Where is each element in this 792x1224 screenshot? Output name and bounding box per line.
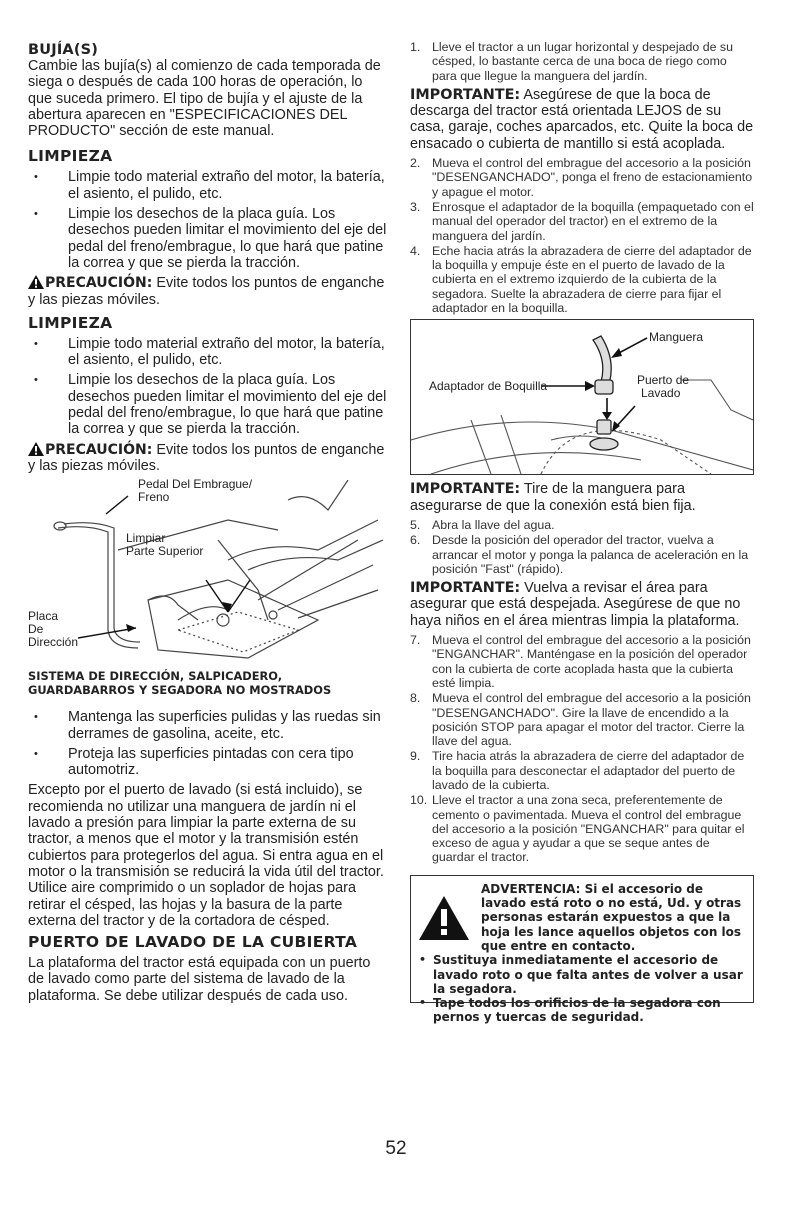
caution-label: PRECAUCIÓN: (45, 441, 153, 458)
important-text: Tire de la manguera para asegurarse de que la conexión está bien fija. (410, 481, 696, 514)
limpieza-list-2 (28, 336, 388, 438)
important-note-2 (410, 481, 754, 514)
list-item (410, 244, 754, 315)
label-limpiar: Limpiar (126, 531, 166, 546)
warning-list (417, 953, 747, 1024)
label-puerto: Puerto de (637, 373, 690, 388)
limpieza-heading-1: LIMPIEZA (28, 147, 113, 166)
list-item: • Limpie todo material extraño del motor, la batería, el asiento, el pulido, etc. (28, 336, 388, 369)
list-item (410, 40, 754, 83)
important-text: Vuelva a revisar el área para asegurar que está despejada. Asegúrese de que no haya niños en el área mientras limpia la plataforma. (410, 580, 741, 629)
caution-note-2 (28, 442, 388, 475)
list-item: • Tape todos los orificios de la segadora con pernos y tuercas de seguridad. (417, 996, 747, 1025)
step-text: Abra la llave del agua. (432, 517, 555, 532)
step-text: Mueva el control del embrague del accesorio a la posición "ENGANCHAR". Manténgase en la posición del operador con la cubierta de corte acoplada hasta que la cubierta esté limpia. (432, 633, 751, 690)
list-item (410, 200, 754, 243)
caution-label: PRECAUCIÓN: (45, 275, 153, 292)
list-item (410, 518, 754, 532)
limpieza-list-1 (28, 169, 388, 271)
caption-line: SISTEMA DE DIRECCIÓN, SALPICADERO, (28, 669, 283, 684)
wash-port-figure (410, 319, 754, 475)
steps-7-10 (410, 633, 754, 865)
list-item (410, 156, 754, 199)
steps-2-4 (410, 156, 754, 315)
step-text: Lleve el tractor a un lugar horizontal y despejado de su césped, lo bastante cerca de una boca de riego como para que llegue la manguera del jardín. (432, 40, 734, 83)
list-item: • Limpie los desechos de la placa guía. Los desechos pueden limitar el movimiento del eje del pedal del freno/embrague, lo que hará que patine la correa y que se pierda la tracción. (28, 372, 388, 437)
page-number: 52 (385, 1138, 407, 1159)
steering-plate-figure (28, 477, 386, 664)
label-direccion: Dirección (28, 635, 79, 650)
important-text: Asegúrese de que la boca de descarga del tractor está orientada LEJOS de su casa, garaje, coches aparcados, etc. Quite la boca de ensacado o cubierta de mantillo si está acoplada. (410, 86, 754, 152)
step-number: 2. (410, 156, 421, 171)
steps-1 (410, 40, 754, 83)
label-de: De (28, 622, 44, 637)
label-lavado: Lavado (641, 386, 681, 401)
step-number: 7. (410, 633, 421, 648)
important-label: IMPORTANTE: (410, 580, 521, 597)
step-text: Tire hacia atrás la abrazadera de cierre del adaptador de la boquilla para desconectar el adaptador del puerto de lavado de la cubierta. (432, 749, 745, 792)
step-number: 3. (410, 199, 421, 214)
label-parte-superior: Parte Superior (126, 544, 204, 559)
warning-box (410, 875, 754, 1025)
caution-text: Evite todos los puntos de enganche y las piezas móviles. (28, 275, 385, 308)
list-item: • Sustituya inmediatamente el accesorio de lavado roto o que falta antes de volver a usar la segadora. (417, 953, 747, 996)
caption-line: GUARDABARROS Y SEGADORA NO MOSTRADOS (28, 682, 332, 697)
limpieza-heading-2: LIMPIEZA (28, 313, 113, 332)
important-note-3 (410, 580, 754, 629)
steps-5-6 (410, 518, 754, 576)
warning-heading: ADVERTENCIA: Si el accesorio de lavado está roto o no está, Ud. y otras personas estarán expuestos a que la hoja les lance aquellos objetos con los que entre en contacto. (481, 881, 742, 953)
step-number: 8. (410, 691, 421, 706)
step-text: Enrosque el adaptador de la boquilla (empaquetado con el manual del operador del tractor) en el extremo de la manguera del jardín. (432, 199, 754, 243)
bujias-paragraph: Cambie las bujía(s) al comienzo de cada temporada de siega o después de cada 100 horas de operación, lo que suceda primero. El tipo de bujía y el ajuste de la abertura aparecen en "ESPECIFICACIONES DEL PRODUCTO" sección de este manual. (28, 58, 381, 140)
label-placa: Placa (28, 609, 59, 624)
list-item (410, 749, 754, 792)
label-freno: Freno (138, 490, 170, 505)
puerto-paragraph: La plataforma del tractor está equipada con un puerto de lavado como parte del sistema de lavado de la plataforma. Se debe utilizar después de cada uso. (28, 955, 371, 1004)
step-number: 9. (410, 749, 421, 764)
figure-caption (28, 670, 388, 697)
warning-triangle-icon (28, 275, 44, 289)
label-manguera: Manguera (649, 330, 704, 345)
list-item (410, 533, 754, 576)
step-text: Lleve el tractor a una zona seca, preferentemente de cemento o pavimentada. Mueva el control del embrague del accesorio a la posición "ENGANCHAR" para quitar el exceso de agua y ayudar a que se seque antes de guardar el tractor. (432, 793, 745, 865)
step-text: Mueva el control del embrague del accesorio a la posición "DESENGANCHADO", ponga el freno de estacionamiento y apague el motor. (432, 156, 753, 199)
step-number: 6. (410, 533, 421, 548)
list-item: • Mantenga las superficies pulidas y las ruedas sin derrames de gasolina, aceite, etc. (28, 709, 388, 742)
list-item (410, 793, 754, 864)
list-item: • Limpie todo material extraño del motor, la batería, el asiento, el pulido, etc. (28, 169, 388, 202)
warning-triangle-icon (419, 896, 469, 940)
important-label: IMPORTANTE: (410, 481, 521, 498)
list-item: • Limpie los desechos de la placa guía. Los desechos pueden limitar el movimiento del eje del pedal del freno/embrague, lo que hará que patine la correa y que se pierda la tracción. (28, 206, 388, 271)
washing-paragraph: Excepto por el puerto de lavado (si está incluido), se recomienda no utilizar una manguera de jardín ni el lavado a presión para limpiar la parte externa de su tractor, a menos que el motor y la transmisión estén cubiertos para protegerlos del agua. Si entra agua en el motor o la transmisión se reducirá la vida útil del tractor. Utilice aire comprimido o un soplador de hojas para retirar el césped, las hojas y la basura de la parte externa del tractor y de la cortadora de césped. (28, 782, 384, 929)
step-number: 10. (410, 793, 428, 808)
step-text: Desde la posición del operador del tractor, vuelva a arrancar el motor y ponga la palanca de aceleración en la posición "Fast" (rápido). (432, 533, 749, 576)
caution-text: Evite todos los puntos de enganche y las piezas móviles. (28, 441, 385, 474)
puerto-heading: PUERTO DE LAVADO DE LA CUBIERTA (28, 933, 358, 952)
bujias-heading: BUJÍA(S) (28, 42, 99, 58)
label-adaptador: Adaptador de Boquilla (429, 379, 548, 394)
step-number: 5. (410, 517, 421, 532)
step-number: 4. (410, 243, 421, 258)
list-item (410, 691, 754, 748)
list-item: • Proteja las superficies pintadas con cera tipo automotriz. (28, 746, 388, 779)
caution-note-1 (28, 275, 388, 308)
step-text: Mueva el control del embrague del accesorio a la posición "DESENGANCHADO". Gire la llave de encendido a la posición STOP para apagar el motor del tractor. Cierre la llave del agua. (432, 691, 751, 749)
steering-plate-illustration (28, 477, 386, 664)
important-label: IMPORTANTE: (410, 86, 521, 103)
list-item (410, 633, 754, 690)
care-list (28, 709, 388, 778)
label-pedal: Pedal Del Embrague/ (138, 477, 253, 492)
right-column (410, 40, 754, 1025)
warning-triangle-icon (28, 442, 44, 456)
left-column (28, 40, 388, 1004)
step-number: 1. (410, 40, 421, 54)
important-note-1 (410, 87, 754, 152)
step-text: Eche hacia atrás la abrazadera de cierre del adaptador de la boquilla y empuje éste en el puerto de lavado de la cubierta en el extremo izquierdo de la cubierta de la segadora. Suelte la abrazadera de cierre para fijar el adaptador en la boquilla. (432, 243, 752, 316)
